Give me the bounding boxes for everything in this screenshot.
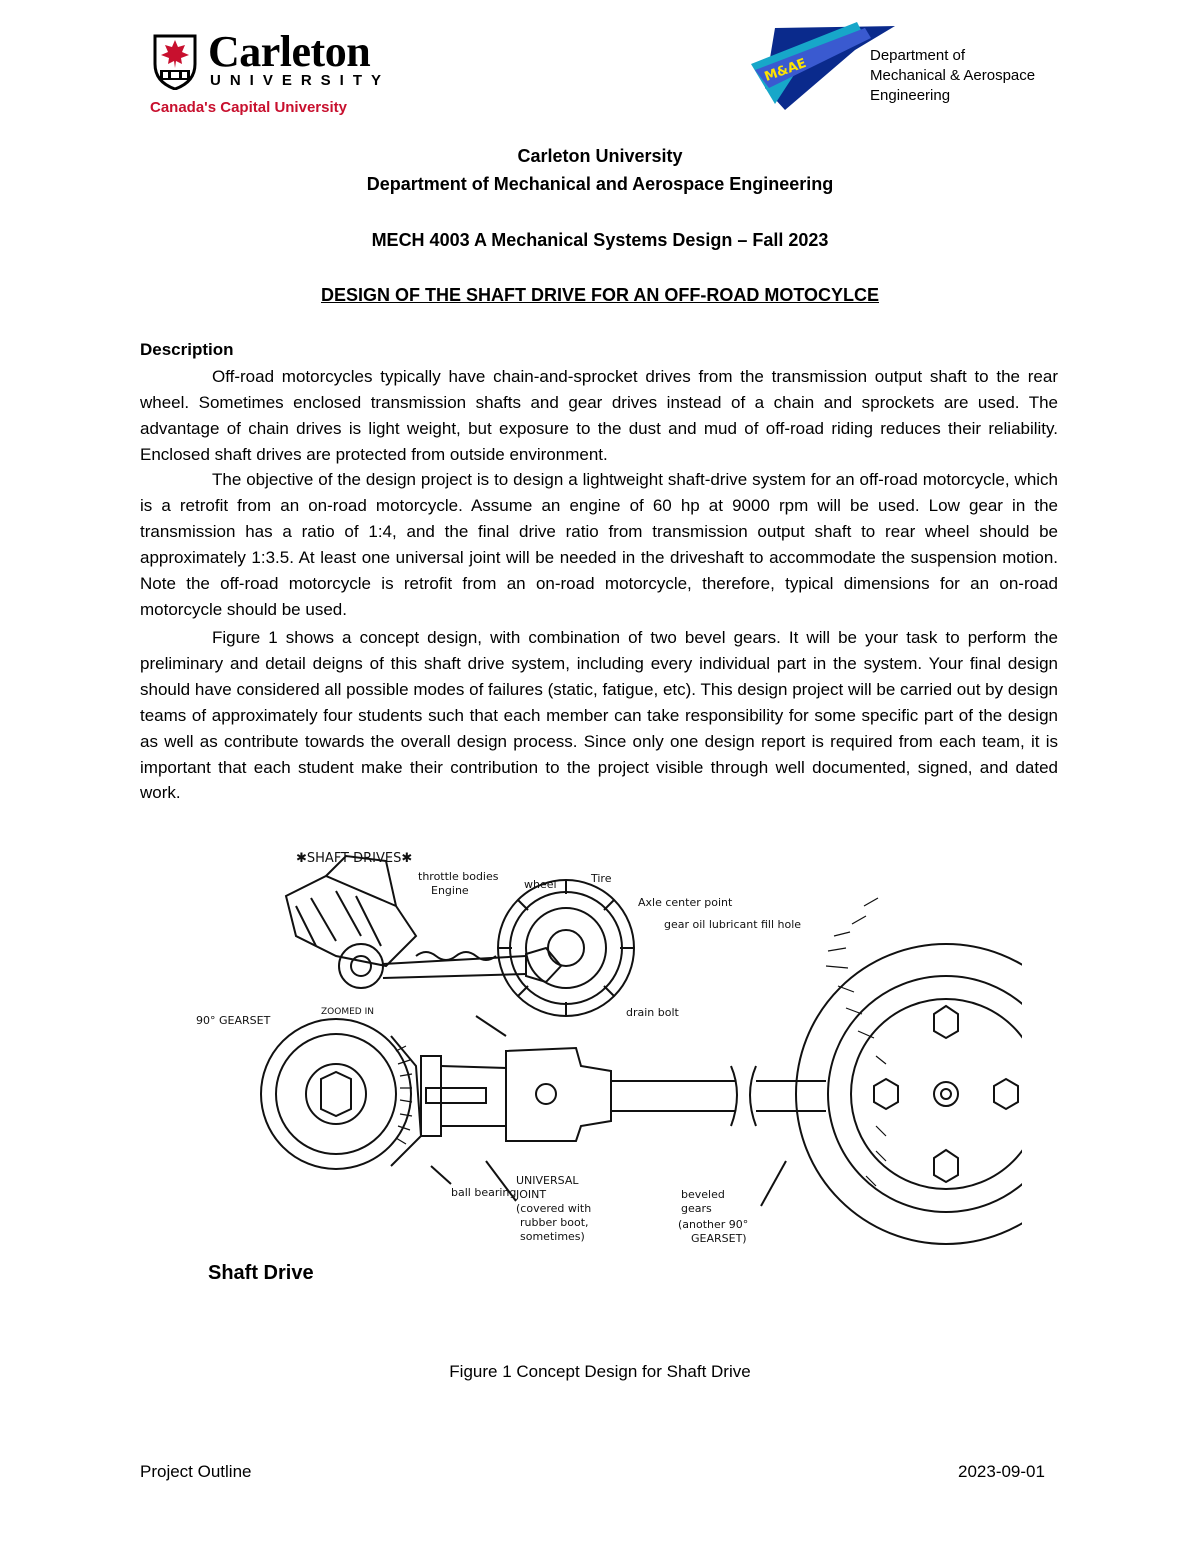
mae-department-logo — [745, 18, 1065, 118]
university-title: Carleton University — [517, 146, 683, 166]
sketch-gear-oil-label: gear oil lubricant fill hole — [664, 918, 802, 931]
shaft-drive-sketch — [186, 836, 1022, 1336]
sketch-title: ✱SHAFT DRIVES✱ — [296, 851, 413, 866]
carleton-tagline: Canada's Capital University — [150, 99, 347, 116]
sketch-zoomed-label: ZOOMED IN — [321, 1007, 374, 1017]
paragraph-1-text: Off-road motorcycles typically have chain-and-sprocket drives from the transmission output shaft to the rear wheel. Sometimes enclosed transmission shafts and gear drives instead of a chain and sprockets are used. The advantage of chain drives is light weight, but exposure to the dust and mud of off-road riding reduces their reliability. Enclosed shaft drives are protected from outside environment. — [140, 367, 1058, 464]
sketch-tire-label: Tire — [591, 872, 612, 885]
sketch-universal-label-3: (covered with — [516, 1202, 592, 1215]
description-paragraph-3 — [140, 625, 1058, 806]
sketch-universal-label-4: rubber boot, — [520, 1216, 589, 1229]
footer-date: 2023-09-01 — [958, 1462, 1045, 1481]
sketch-beveled-label-1: beveled — [681, 1188, 725, 1201]
shield-icon — [152, 34, 198, 90]
sketch-beveled-label-2: gears — [681, 1202, 712, 1215]
mae-department-name — [870, 46, 1070, 106]
sketch-bearing-label: ball bearing — [451, 1186, 517, 1199]
description-paragraph-1 — [140, 364, 1058, 468]
paragraph-3-text: Figure 1 shows a concept design, with combination of two bevel gears. It will be your task to perform the preliminary and detail deigns of this shaft drive system, including every individual part in the system. Your final design should have considered all possible modes of failures (static, fatigue, etc). This design project will be carried out by design teams of approximately four students such that each member can take responsibility for some specific part of the design as well as contribute towards the overall design process. Since only one design report is required from each team, it is important that each student make their contribution to the project visible through well documented, signed, and dated work. — [140, 628, 1058, 803]
sketch-axle-label: Axle center point — [638, 896, 733, 909]
sketch-drain-label: drain bolt — [626, 1006, 679, 1019]
mae-badge-text: M&AE — [762, 56, 809, 85]
carleton-wordmark: Carleton — [208, 27, 371, 76]
figure-label: Shaft Drive — [208, 1262, 314, 1284]
sketch-beveled-label-3: (another 90° — [678, 1218, 749, 1231]
project-title: DESIGN OF THE SHAFT DRIVE FOR AN OFF-ROAD MOTOCYLCE — [321, 285, 879, 305]
carleton-university-text: UNIVERSITY — [210, 72, 391, 89]
figure-caption: Figure 1 Concept Design for Shaft Drive — [449, 1362, 751, 1381]
paragraph-2-text: The objective of the design project is to design a lightweight shaft-drive system for an off-road motorcycle, which is a retrofit from an on-road motorcycle. Assume an engine of 60 hp at 9000 rpm will be used. Low gear in the transmission has a ratio of 1:4, and the final drive ratio from transmission output shaft to rear wheel should be approximately 1:3.5. At least one universal joint will be needed in the driveshaft to accommodate the suspension motion. Note the off-road motorcycle is retrofit from an on-road motorcycle, therefore, typical dimensions for an on-road motorcycle should be used. — [140, 470, 1058, 619]
sketch-universal-label-2: JOINT — [516, 1188, 547, 1201]
sketch-universal-label-5: sometimes) — [520, 1230, 585, 1243]
description-paragraph-2 — [140, 467, 1058, 622]
carleton-logo — [150, 27, 391, 120]
mae-line-2: Mechanical & Aerospace — [870, 67, 1036, 84]
description-heading: Description — [140, 340, 234, 359]
course-title: MECH 4003 A Mechanical Systems Design – Fall 2023 — [371, 230, 829, 250]
sketch-engine-label: Engine — [431, 884, 469, 897]
footer-document-type: Project Outline — [140, 1462, 252, 1481]
sketch-beveled-label-4: GEARSET) — [691, 1232, 747, 1245]
mae-line-3: Engineering — [870, 87, 951, 104]
sketch-gearset-label: 90° GEARSET — [196, 1014, 271, 1027]
mae-line-1: Department of — [870, 47, 966, 64]
sketch-throttle-label: throttle bodies — [418, 870, 499, 883]
sketch-universal-label-1: UNIVERSAL — [516, 1174, 579, 1187]
department-title: Department of Mechanical and Aerospace Engineering — [366, 174, 834, 194]
sketch-wheel-label: wheel — [524, 878, 557, 891]
